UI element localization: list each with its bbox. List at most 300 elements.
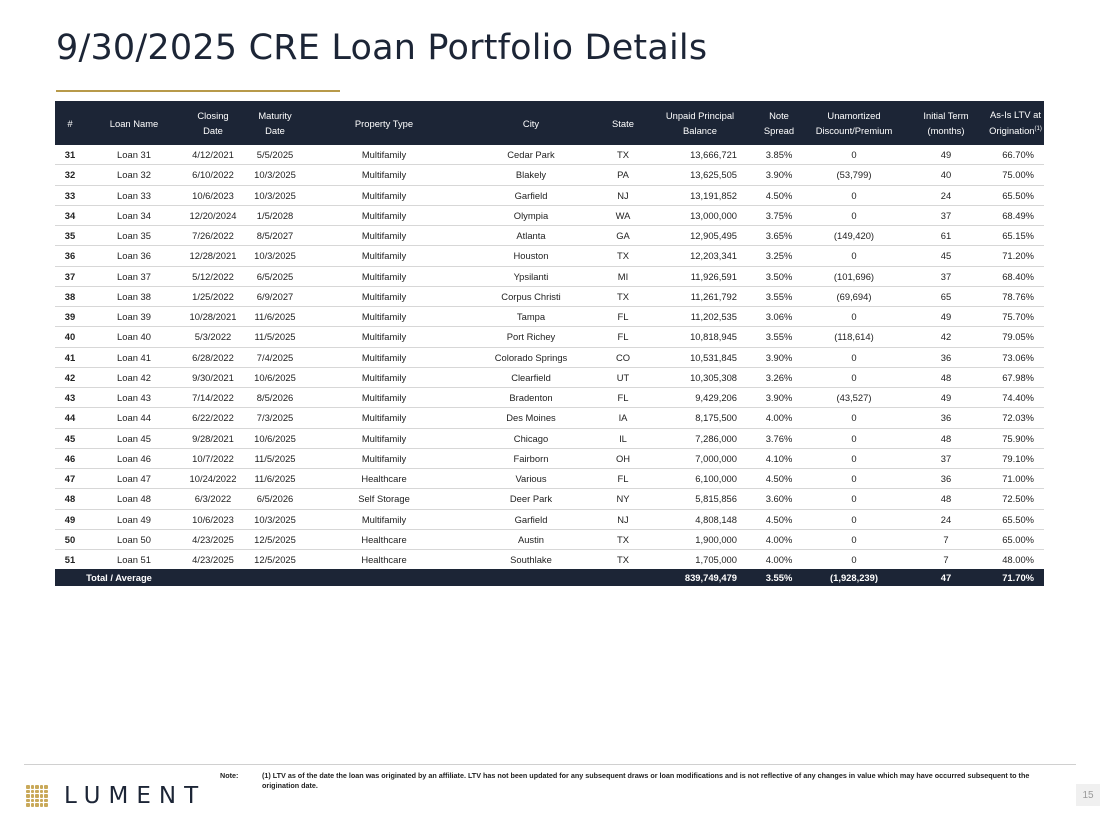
table-row (55, 205, 1044, 225)
cell-unpaid-principal-balance: 13,000,000 (645, 205, 755, 225)
cell-row-number: 46 (55, 448, 85, 468)
cell-city: Cedar Park (461, 145, 601, 165)
cell-city: Des Moines (461, 408, 601, 428)
cell-property-type: Healthcare (307, 529, 461, 549)
note-text: (1) LTV as of the date the loan was originated by an affiliate. LTV has not been updated for any subsequent draws or loan modifications and is not reflective of any changes in value which may have occurred subsequent to the origination date. (262, 771, 1030, 790)
cell-property-type: Multifamily (307, 266, 461, 286)
table-row (55, 226, 1044, 246)
cell-unamortized-discount: (101,696) (803, 266, 905, 286)
cell-state: MI (601, 266, 645, 286)
loan-portfolio-table (55, 101, 1044, 586)
cell-unpaid-principal-balance: 7,286,000 (645, 428, 755, 448)
cell-closing-date: 6/10/2022 (183, 165, 243, 185)
cell-unpaid-principal-balance: 4,808,148 (645, 509, 755, 529)
cell-unpaid-principal-balance: 10,818,945 (645, 327, 755, 347)
cell-initial-term: 49 (905, 388, 987, 408)
cell-state: TX (601, 145, 645, 165)
cell-unpaid-principal-balance: 1,705,000 (695, 554, 737, 566)
cell-closing-date: 7/26/2022 (183, 226, 243, 246)
cell-as-is-ltv: 65.00% (987, 529, 1044, 549)
cell-unamortized-discount: 0 (803, 469, 905, 489)
cell-unpaid-principal-balance: 11,926,591 (645, 266, 755, 286)
cell-state: FL (601, 388, 645, 408)
total-upb: 839,749,479 (645, 569, 755, 586)
cell-initial-term: 49 (905, 145, 987, 165)
cell-as-is-ltv: 66.70% (987, 145, 1044, 165)
cell-as-is-ltv: 74.40% (987, 388, 1044, 408)
cell-loan-name: Loan 48 (85, 489, 183, 509)
cell-city: Southlake (510, 554, 552, 566)
cell-unamortized-discount: 0 (803, 367, 905, 387)
cell-maturity-date: 10/3/2025 (243, 165, 307, 185)
cell-city: Corpus Christi (461, 286, 601, 306)
cell-closing-date: 6/28/2022 (183, 347, 243, 367)
cell-closing-date: 6/22/2022 (183, 408, 243, 428)
cell-loan-name: Loan 40 (85, 327, 183, 347)
cell-initial-term: 24 (905, 185, 987, 205)
cell-property-type: Self Storage (307, 489, 461, 509)
cell-unamortized-discount: 0 (803, 489, 905, 509)
cell-note-spread: 3.76% (755, 428, 803, 448)
cell-loan-name: Loan 44 (85, 408, 183, 428)
cell-note-spread: 4.00% (755, 408, 803, 428)
cell-note-spread: 4.50% (755, 185, 803, 205)
cell-unpaid-principal-balance: 13,666,721 (645, 145, 755, 165)
cell-unpaid-principal-balance: 11,261,792 (645, 286, 755, 306)
cell-initial-term: 7 (905, 529, 987, 549)
page-number: 15 (1076, 784, 1100, 806)
cell-unamortized-discount: (118,614) (803, 327, 905, 347)
table-row (55, 489, 1044, 509)
cell-row-number: 33 (55, 185, 85, 205)
cell-as-is-ltv: 75.00% (987, 165, 1044, 185)
header-number: # (55, 101, 85, 145)
cell-note-spread: 3.60% (755, 489, 803, 509)
cell-initial-term: 37 (905, 205, 987, 225)
cell-unpaid-principal-balance: 10,531,845 (645, 347, 755, 367)
cell-maturity-date: 5/5/2025 (243, 145, 307, 165)
header-closing-date: Closing Date (183, 101, 243, 145)
table-row (55, 448, 1044, 468)
cell-unamortized-discount: 0 (803, 408, 905, 428)
cell-city: Blakely (461, 165, 601, 185)
cell-unamortized-discount: 0 (803, 246, 905, 266)
cell-note-spread: 3.90% (755, 388, 803, 408)
cell-maturity-date: 10/6/2025 (243, 428, 307, 448)
cell-row-number: 39 (55, 307, 85, 327)
cell-state: IA (601, 408, 645, 428)
header-city: City (461, 101, 601, 145)
cell-loan-name: Loan 49 (85, 509, 183, 529)
title-underline (56, 90, 340, 92)
cell-as-is-ltv: 79.10% (987, 448, 1044, 468)
cell-note-spread: 4.10% (755, 448, 803, 468)
table-row (55, 246, 1044, 266)
table-total-row (55, 569, 1044, 586)
cell-maturity-date: 10/6/2025 (243, 367, 307, 387)
cell-initial-term: 48 (905, 489, 987, 509)
cell-closing-date: 12/20/2024 (183, 205, 243, 225)
cell-as-is-ltv: 73.06% (987, 347, 1044, 367)
table-row (55, 266, 1044, 286)
cell-unpaid-principal-balance: 7,000,000 (645, 448, 755, 468)
cell-as-is-ltv: 65.50% (987, 185, 1044, 205)
cell-city: Atlanta (461, 226, 601, 246)
table-row (55, 286, 1044, 306)
cell-loan-name: Loan 36 (85, 246, 183, 266)
cell-note-spread: 3.65% (755, 226, 803, 246)
cell-property-type: Multifamily (307, 286, 461, 306)
cell-closing-date: 7/14/2022 (183, 388, 243, 408)
cell-initial-term: 7 (943, 554, 949, 566)
cell-note-spread: 4.50% (755, 469, 803, 489)
cell-property-type: Healthcare (307, 469, 461, 489)
logo-grid-icon (26, 785, 48, 807)
cell-maturity-date: 10/3/2025 (243, 185, 307, 205)
cell-closing-date: 10/6/2023 (183, 509, 243, 529)
cell-unpaid-principal-balance: 9,429,206 (645, 388, 755, 408)
cell-maturity-date: 1/5/2028 (243, 205, 307, 225)
cell-row-number: 35 (55, 226, 85, 246)
table-row (55, 327, 1044, 347)
cell-as-is-ltv: 75.90% (987, 428, 1044, 448)
cell-note-spread: 3.25% (755, 246, 803, 266)
cell-maturity-date: 11/6/2025 (243, 469, 307, 489)
cell-row-number: 47 (55, 469, 85, 489)
cell-note-spread: 3.55% (755, 286, 803, 306)
cell-note-spread: 3.90% (755, 347, 803, 367)
cell-note-spread: 3.85% (755, 145, 803, 165)
cell-maturity-date: 6/5/2025 (243, 266, 307, 286)
cell-initial-term: 61 (905, 226, 987, 246)
cell-row-number: 43 (55, 388, 85, 408)
cell-property-type: Multifamily (307, 246, 461, 266)
cell-loan-name: Loan 32 (85, 165, 183, 185)
cell-city: Houston (461, 246, 601, 266)
cell-as-is-ltv: 72.03% (987, 408, 1044, 428)
cell-as-is-ltv: 75.70% (987, 307, 1044, 327)
table-row (55, 428, 1044, 448)
cell-state: TX (601, 286, 645, 306)
cell-property-type: Multifamily (307, 205, 461, 225)
cell-row-number: 45 (55, 428, 85, 448)
cell-loan-name: Loan 46 (85, 448, 183, 468)
table-row (55, 185, 1044, 205)
cell-unamortized-discount: 0 (803, 307, 905, 327)
cell-city: Fairborn (461, 448, 601, 468)
cell-note-spread: 3.50% (755, 266, 803, 286)
cell-unpaid-principal-balance: 12,203,341 (645, 246, 755, 266)
cell-loan-name: Loan 38 (85, 286, 183, 306)
cell-city: Various (461, 469, 601, 489)
cell-row-number: 50 (55, 529, 85, 549)
cell-loan-name: Loan 37 (85, 266, 183, 286)
cell-row-number: 38 (55, 286, 85, 306)
cell-row-number: 44 (55, 408, 85, 428)
table-row (55, 307, 1044, 327)
cell-closing-date: 10/6/2023 (183, 185, 243, 205)
cell-maturity-date: 6/9/2027 (243, 286, 307, 306)
cell-initial-term: 48 (905, 428, 987, 448)
cell-as-is-ltv: 65.50% (987, 509, 1044, 529)
cell-closing-date: 6/3/2022 (183, 489, 243, 509)
table-row (55, 469, 1044, 489)
cell-loan-name: Loan 41 (85, 347, 183, 367)
cell-row-number: 32 (55, 165, 85, 185)
cell-property-type: Multifamily (307, 145, 461, 165)
cell-property-type: Multifamily (307, 388, 461, 408)
cell-state: FL (601, 469, 645, 489)
cell-loan-name: Loan 50 (85, 529, 183, 549)
header-unpaid-principal-balance: Unpaid Principal Balance (645, 101, 755, 145)
cell-row-number: 31 (55, 145, 85, 165)
cell-note-spread: 3.06% (755, 307, 803, 327)
cell-maturity-date: 12/5/2025 (254, 554, 296, 566)
cell-unamortized-discount: (43,527) (803, 388, 905, 408)
cell-state: UT (601, 367, 645, 387)
cell-unpaid-principal-balance: 1,900,000 (645, 529, 755, 549)
cell-closing-date: 1/25/2022 (183, 286, 243, 306)
cell-unpaid-principal-balance: 13,191,852 (645, 185, 755, 205)
cell-city: Garfield (461, 185, 601, 205)
cell-property-type: Multifamily (307, 367, 461, 387)
cell-maturity-date: 8/5/2027 (243, 226, 307, 246)
cell-loan-name: Loan 35 (85, 226, 183, 246)
cell-city: Colorado Springs (461, 347, 601, 367)
cell-city: Tampa (461, 307, 601, 327)
cell-loan-name: Loan 45 (85, 428, 183, 448)
table-row (55, 347, 1044, 367)
cell-initial-term: 36 (905, 347, 987, 367)
cell-state: TX (601, 529, 645, 549)
cell-maturity-date: 10/3/2025 (243, 246, 307, 266)
cell-city: Bradenton (461, 388, 601, 408)
cell-property-type: Multifamily (307, 509, 461, 529)
cell-state: CO (601, 347, 645, 367)
cell-loan-name: Loan 33 (85, 185, 183, 205)
table-row (55, 408, 1044, 428)
cell-city: Chicago (461, 428, 601, 448)
cell-property-type: Multifamily (307, 327, 461, 347)
cell-city: Ypsilanti (461, 266, 601, 286)
cell-loan-name: Loan 43 (85, 388, 183, 408)
cell-closing-date: 9/28/2021 (183, 428, 243, 448)
cell-note-spread: 4.50% (755, 509, 803, 529)
header-state: State (601, 101, 645, 145)
cell-unamortized-discount: 0 (803, 529, 905, 549)
cell-closing-date: 10/28/2021 (183, 307, 243, 327)
cell-loan-name: Loan 42 (85, 367, 183, 387)
cell-unamortized-discount: 0 (803, 347, 905, 367)
cell-unamortized-discount: 0 (803, 428, 905, 448)
cell-note-spread: 3.26% (755, 367, 803, 387)
cell-state: NJ (601, 509, 645, 529)
cell-property-type: Multifamily (307, 408, 461, 428)
cell-row-number: 34 (55, 205, 85, 225)
cell-unpaid-principal-balance: 10,305,308 (645, 367, 755, 387)
cell-loan-name: Loan 39 (85, 307, 183, 327)
cell-as-is-ltv: 48.00% (1002, 554, 1034, 566)
cell-row-number: 37 (55, 266, 85, 286)
cell-property-type: Multifamily (307, 428, 461, 448)
cell-initial-term: 37 (905, 448, 987, 468)
total-discount: (1,928,239) (803, 569, 905, 586)
cell-maturity-date: 12/5/2025 (243, 529, 307, 549)
cell-unamortized-discount: 0 (803, 205, 905, 225)
cell-row-number: 40 (55, 327, 85, 347)
cell-row-number: 36 (55, 246, 85, 266)
cell-initial-term: 49 (905, 307, 987, 327)
cell-closing-date: 4/23/2025 (192, 554, 234, 566)
cell-state: OH (601, 448, 645, 468)
cell-as-is-ltv: 79.05% (987, 327, 1044, 347)
cell-state: WA (601, 205, 645, 225)
cell-unamortized-discount: (53,799) (803, 165, 905, 185)
total-ltv: 71.70% (987, 569, 1044, 586)
cell-unpaid-principal-balance: 12,905,495 (645, 226, 755, 246)
cell-as-is-ltv: 78.76% (987, 286, 1044, 306)
cell-as-is-ltv: 68.49% (987, 205, 1044, 225)
cell-unamortized-discount: 0 (803, 185, 905, 205)
cell-city: Olympia (461, 205, 601, 225)
cell-maturity-date: 7/3/2025 (243, 408, 307, 428)
cell-initial-term: 48 (905, 367, 987, 387)
cell-maturity-date: 11/6/2025 (243, 307, 307, 327)
cell-closing-date: 9/30/2021 (183, 367, 243, 387)
logo-wordmark: LUMENT (64, 783, 207, 809)
cell-closing-date: 4/12/2021 (183, 145, 243, 165)
cell-as-is-ltv: 71.20% (987, 246, 1044, 266)
cell-property-type: Multifamily (307, 165, 461, 185)
cell-as-is-ltv: 68.40% (987, 266, 1044, 286)
cell-initial-term: 40 (905, 165, 987, 185)
cell-note-spread: 3.55% (755, 327, 803, 347)
cell-as-is-ltv: 71.00% (987, 469, 1044, 489)
table-row (55, 388, 1044, 408)
cell-as-is-ltv: 67.98% (987, 367, 1044, 387)
cell-unpaid-principal-balance: 8,175,500 (645, 408, 755, 428)
table-row (55, 509, 1044, 529)
cell-unamortized-discount: (149,420) (803, 226, 905, 246)
cell-state: IL (601, 428, 645, 448)
cell-closing-date: 10/7/2022 (183, 448, 243, 468)
cell-maturity-date: 8/5/2026 (243, 388, 307, 408)
cell-property-type: Multifamily (307, 185, 461, 205)
cell-city: Port Richey (461, 327, 601, 347)
cell-loan-name: Loan 34 (85, 205, 183, 225)
table-row (55, 165, 1044, 185)
footer-divider (24, 764, 1076, 765)
header-note-spread: Note Spread (755, 101, 803, 145)
cell-loan-name: Loan 31 (85, 145, 183, 165)
cell-closing-date: 5/3/2022 (183, 327, 243, 347)
cell-property-type: Healthcare (361, 554, 407, 566)
cell-state: PA (601, 165, 645, 185)
cell-property-type: Multifamily (307, 448, 461, 468)
cell-note-spread: 3.90% (755, 165, 803, 185)
cell-as-is-ltv: 65.15% (987, 226, 1044, 246)
cell-city: Clearfield (461, 367, 601, 387)
cell-city: Austin (461, 529, 601, 549)
cell-unpaid-principal-balance: 11,202,535 (645, 307, 755, 327)
cell-unamortized-discount: 0 (851, 554, 857, 566)
cell-closing-date: 10/24/2022 (183, 469, 243, 489)
cell-initial-term: 36 (905, 408, 987, 428)
table-row (55, 145, 1044, 165)
table-row (55, 367, 1044, 387)
cell-city: Deer Park (461, 489, 601, 509)
company-logo (26, 783, 206, 809)
cell-row-number: 49 (55, 509, 85, 529)
cell-unpaid-principal-balance: 5,815,856 (645, 489, 755, 509)
cell-initial-term: 65 (905, 286, 987, 306)
cell-note-spread: 4.00% (755, 529, 803, 549)
cell-maturity-date: 6/5/2026 (243, 489, 307, 509)
note-label: Note: (220, 771, 239, 780)
cell-loan-name: Loan 47 (85, 469, 183, 489)
total-label: Total / Average (55, 569, 183, 586)
cell-maturity-date: 11/5/2025 (243, 448, 307, 468)
header-maturity-date: Maturity Date (243, 101, 307, 145)
cell-state: FL (601, 327, 645, 347)
cell-closing-date: 12/28/2021 (183, 246, 243, 266)
header-loan-name: Loan Name (85, 101, 183, 145)
cell-property-type: Multifamily (307, 226, 461, 246)
total-spread: 3.55% (755, 569, 803, 586)
cell-unpaid-principal-balance: 13,625,505 (645, 165, 755, 185)
table-row (55, 550, 1044, 570)
cell-maturity-date: 10/3/2025 (243, 509, 307, 529)
cell-note-spread: 4.00% (765, 554, 793, 566)
cell-initial-term: 42 (905, 327, 987, 347)
cell-state: NJ (601, 185, 645, 205)
cell-note-spread: 3.75% (755, 205, 803, 225)
header-property-type: Property Type (307, 101, 461, 145)
cell-row-number: 51 (64, 554, 76, 566)
cell-initial-term: 24 (905, 509, 987, 529)
cell-unpaid-principal-balance: 6,100,000 (645, 469, 755, 489)
cell-as-is-ltv: 72.50% (987, 489, 1044, 509)
cell-maturity-date: 11/5/2025 (243, 327, 307, 347)
cell-state: FL (601, 307, 645, 327)
cell-unamortized-discount: (69,694) (803, 286, 905, 306)
header-as-is-ltv: As-Is LTV at Origination$^{(1)}$ (987, 101, 1044, 145)
cell-property-type: Multifamily (307, 307, 461, 327)
cell-row-number: 48 (55, 489, 85, 509)
table-header-row (55, 101, 1044, 145)
cell-state: GA (601, 226, 645, 246)
cell-row-number: 42 (55, 367, 85, 387)
cell-city: Garfield (461, 509, 601, 529)
cell-state: TX (617, 554, 629, 566)
cell-row-number: 41 (55, 347, 85, 367)
cell-property-type: Multifamily (307, 347, 461, 367)
cell-unamortized-discount: 0 (803, 509, 905, 529)
cell-loan-name: Loan 51 (117, 554, 151, 566)
cell-closing-date: 4/23/2025 (183, 529, 243, 549)
cell-closing-date: 5/12/2022 (183, 266, 243, 286)
table-row (55, 529, 1044, 549)
cell-unamortized-discount: 0 (803, 448, 905, 468)
cell-unamortized-discount: 0 (803, 145, 905, 165)
cell-maturity-date: 7/4/2025 (243, 347, 307, 367)
cell-state: NY (601, 489, 645, 509)
header-unamortized-discount: Unamortized Discount/Premium (803, 101, 905, 145)
cell-state: TX (601, 246, 645, 266)
cell-initial-term: 45 (905, 246, 987, 266)
cell-initial-term: 37 (905, 266, 987, 286)
page-title: 9/30/2025 CRE Loan Portfolio Details (56, 28, 708, 68)
